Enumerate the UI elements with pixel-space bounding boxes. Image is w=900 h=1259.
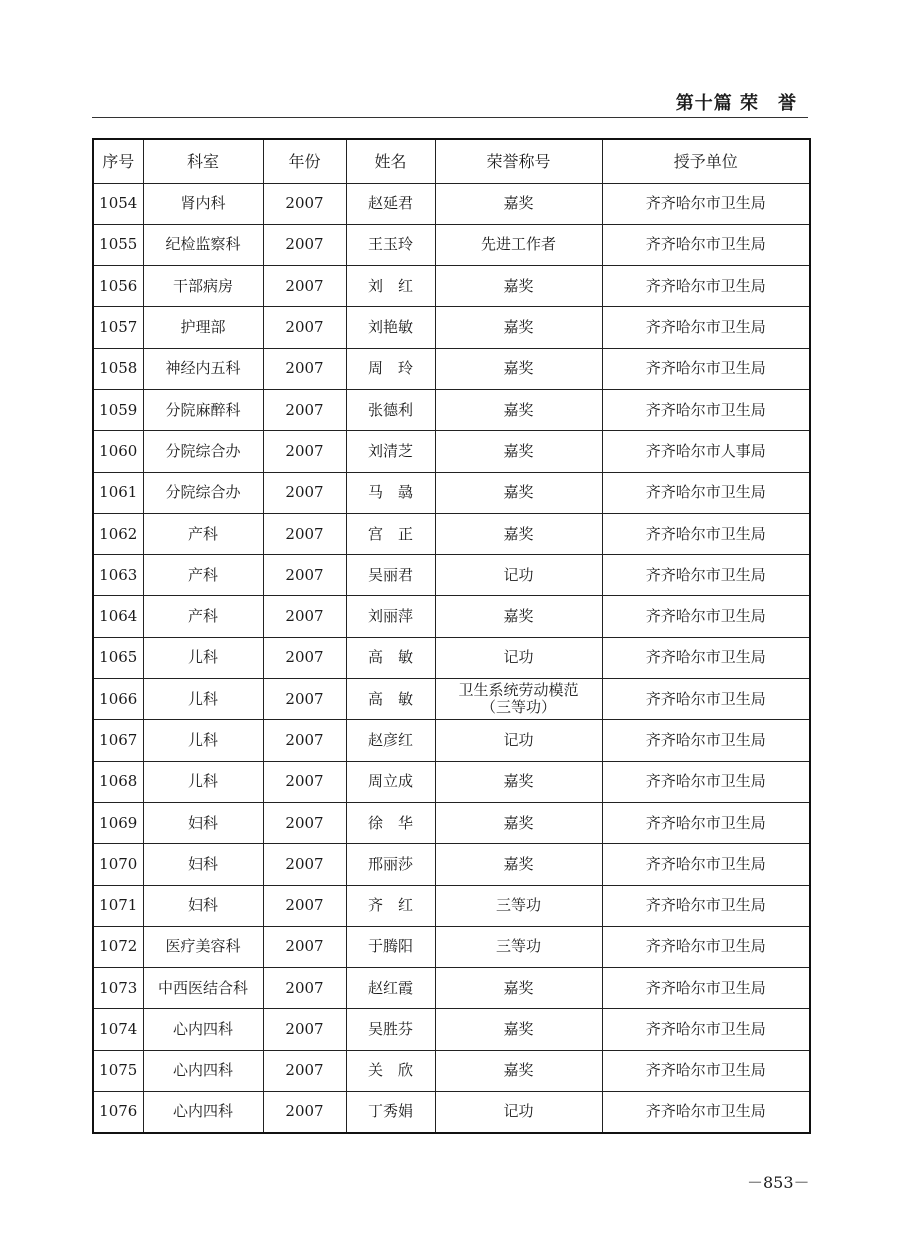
cell-year: 2007 — [263, 844, 346, 885]
page-number: －853－ — [747, 1173, 810, 1192]
cell-honor — [435, 637, 602, 678]
cell-no: 1062 — [93, 513, 143, 554]
table-row — [93, 1092, 810, 1133]
table-row — [93, 348, 810, 389]
cell-no: 1064 — [93, 596, 143, 637]
honor-line: 嘉奖 — [503, 194, 534, 213]
honors-table — [92, 138, 811, 1134]
cell-dept: 肾内科 — [143, 183, 263, 224]
honor-line: 嘉奖 — [503, 400, 534, 419]
cell-honor — [435, 1092, 602, 1133]
cell-year: 2007 — [263, 431, 346, 472]
table-row — [93, 968, 810, 1009]
column-header-year: 年份 — [263, 139, 346, 183]
cell-year: 2007 — [263, 720, 346, 761]
cell-honor — [435, 761, 602, 802]
cell-dept: 儿科 — [143, 679, 263, 720]
cell-honor — [435, 885, 602, 926]
cell-dept: 分院综合办 — [143, 431, 263, 472]
cell-unit: 齐齐哈尔市卫生局 — [602, 307, 810, 348]
cell-unit: 齐齐哈尔市卫生局 — [602, 1092, 810, 1133]
table-row — [93, 885, 810, 926]
cell-unit: 齐齐哈尔市人事局 — [602, 431, 810, 472]
cell-no: 1056 — [93, 266, 143, 307]
cell-dept: 中西医结合科 — [143, 968, 263, 1009]
cell-honor — [435, 266, 602, 307]
cell-dept: 医疗美容科 — [143, 926, 263, 967]
table-row — [93, 472, 810, 513]
honor-line: 嘉奖 — [503, 441, 534, 460]
cell-unit: 齐齐哈尔市卫生局 — [602, 885, 810, 926]
cell-name: 赵红霞 — [346, 968, 435, 1009]
honor-line: 先进工作者 — [480, 235, 556, 254]
cell-no: 1055 — [93, 224, 143, 265]
table-row — [93, 513, 810, 554]
honor-line: 嘉奖 — [503, 1020, 534, 1039]
honor-line: 记功 — [503, 648, 534, 667]
cell-name: 周立成 — [346, 761, 435, 802]
cell-dept: 妇科 — [143, 844, 263, 885]
cell-honor — [435, 307, 602, 348]
cell-year: 2007 — [263, 266, 346, 307]
table-row — [93, 596, 810, 637]
cell-name: 赵彦红 — [346, 720, 435, 761]
cell-unit: 齐齐哈尔市卫生局 — [602, 472, 810, 513]
cell-year: 2007 — [263, 1050, 346, 1091]
cell-unit: 齐齐哈尔市卫生局 — [602, 679, 810, 720]
honor-line: 嘉奖 — [503, 607, 534, 626]
cell-name: 宫 正 — [346, 513, 435, 554]
table-row — [93, 555, 810, 596]
cell-name: 高 敏 — [346, 637, 435, 678]
cell-no: 1073 — [93, 968, 143, 1009]
table-row — [93, 1050, 810, 1091]
table-header — [93, 139, 810, 183]
honor-line: 嘉奖 — [503, 854, 534, 873]
column-header-name: 姓名 — [346, 139, 435, 183]
running-header: 第十篇 荣 誉 — [675, 93, 797, 114]
cell-name: 刘 红 — [346, 266, 435, 307]
cell-unit: 齐齐哈尔市卫生局 — [602, 596, 810, 637]
honor-line: 嘉奖 — [503, 1061, 534, 1080]
cell-honor — [435, 555, 602, 596]
cell-honor — [435, 720, 602, 761]
table-row — [93, 679, 810, 720]
cell-honor — [435, 1050, 602, 1091]
cell-honor — [435, 431, 602, 472]
cell-dept: 分院综合办 — [143, 472, 263, 513]
cell-year: 2007 — [263, 183, 346, 224]
cell-no: 1070 — [93, 844, 143, 885]
cell-unit: 齐齐哈尔市卫生局 — [602, 720, 810, 761]
cell-no: 1074 — [93, 1009, 143, 1050]
cell-honor — [435, 968, 602, 1009]
header-row — [93, 139, 810, 183]
cell-name: 张德利 — [346, 389, 435, 430]
cell-year: 2007 — [263, 307, 346, 348]
cell-unit: 齐齐哈尔市卫生局 — [602, 513, 810, 554]
cell-honor — [435, 348, 602, 389]
table-row — [93, 183, 810, 224]
cell-unit: 齐齐哈尔市卫生局 — [602, 926, 810, 967]
cell-year: 2007 — [263, 596, 346, 637]
cell-honor — [435, 596, 602, 637]
cell-no: 1057 — [93, 307, 143, 348]
table-row — [93, 802, 810, 843]
table-row — [93, 307, 810, 348]
cell-year: 2007 — [263, 637, 346, 678]
cell-no: 1059 — [93, 389, 143, 430]
cell-dept: 儿科 — [143, 761, 263, 802]
header-rule — [92, 117, 808, 118]
table-row — [93, 431, 810, 472]
cell-no: 1061 — [93, 472, 143, 513]
honor-line: （三等功） — [480, 698, 556, 717]
cell-year: 2007 — [263, 679, 346, 720]
cell-no: 1076 — [93, 1092, 143, 1133]
cell-unit: 齐齐哈尔市卫生局 — [602, 968, 810, 1009]
cell-name: 吴胜芬 — [346, 1009, 435, 1050]
cell-no: 1072 — [93, 926, 143, 967]
cell-name: 高 敏 — [346, 679, 435, 720]
cell-year: 2007 — [263, 224, 346, 265]
cell-dept: 心内四科 — [143, 1009, 263, 1050]
cell-unit: 齐齐哈尔市卫生局 — [602, 1050, 810, 1091]
cell-dept: 心内四科 — [143, 1050, 263, 1091]
cell-dept: 干部病房 — [143, 266, 263, 307]
column-header-dept: 科室 — [143, 139, 263, 183]
table-row — [93, 844, 810, 885]
cell-dept: 妇科 — [143, 885, 263, 926]
cell-dept: 分院麻醉科 — [143, 389, 263, 430]
cell-no: 1075 — [93, 1050, 143, 1091]
cell-name: 马 骉 — [346, 472, 435, 513]
cell-name: 刘丽萍 — [346, 596, 435, 637]
honor-line: 嘉奖 — [503, 483, 534, 502]
cell-honor — [435, 802, 602, 843]
cell-name: 王玉玲 — [346, 224, 435, 265]
cell-no: 1066 — [93, 679, 143, 720]
cell-no: 1069 — [93, 802, 143, 843]
table-body — [93, 183, 810, 1133]
cell-unit: 齐齐哈尔市卫生局 — [602, 555, 810, 596]
honor-line: 记功 — [503, 1102, 534, 1121]
cell-unit: 齐齐哈尔市卫生局 — [602, 844, 810, 885]
cell-year: 2007 — [263, 802, 346, 843]
honor-line: 三等功 — [495, 937, 541, 956]
cell-name: 徐 华 — [346, 802, 435, 843]
cell-dept: 妇科 — [143, 802, 263, 843]
cell-year: 2007 — [263, 761, 346, 802]
cell-name: 赵延君 — [346, 183, 435, 224]
cell-name: 吴丽君 — [346, 555, 435, 596]
cell-dept: 护理部 — [143, 307, 263, 348]
cell-no: 1058 — [93, 348, 143, 389]
cell-name: 于腾阳 — [346, 926, 435, 967]
cell-year: 2007 — [263, 389, 346, 430]
cell-dept: 儿科 — [143, 637, 263, 678]
honor-line: 嘉奖 — [503, 276, 534, 295]
honor-line: 嘉奖 — [503, 772, 534, 791]
cell-no: 1060 — [93, 431, 143, 472]
cell-unit: 齐齐哈尔市卫生局 — [602, 224, 810, 265]
cell-year: 2007 — [263, 1009, 346, 1050]
cell-dept: 纪检监察科 — [143, 224, 263, 265]
cell-dept: 产科 — [143, 513, 263, 554]
table-row — [93, 1009, 810, 1050]
cell-honor — [435, 679, 602, 720]
cell-name: 邢丽莎 — [346, 844, 435, 885]
cell-honor — [435, 844, 602, 885]
cell-year: 2007 — [263, 885, 346, 926]
cell-unit: 齐齐哈尔市卫生局 — [602, 183, 810, 224]
honor-line: 卫生系统劳动模范 — [458, 681, 579, 700]
cell-year: 2007 — [263, 472, 346, 513]
cell-honor — [435, 513, 602, 554]
table-row — [93, 761, 810, 802]
table-row — [93, 266, 810, 307]
cell-no: 1065 — [93, 637, 143, 678]
table-row — [93, 224, 810, 265]
cell-unit: 齐齐哈尔市卫生局 — [602, 761, 810, 802]
cell-name: 丁秀娟 — [346, 1092, 435, 1133]
cell-unit: 齐齐哈尔市卫生局 — [602, 637, 810, 678]
cell-no: 1054 — [93, 183, 143, 224]
honor-line: 三等功 — [495, 896, 541, 915]
cell-dept: 神经内五科 — [143, 348, 263, 389]
cell-honor — [435, 926, 602, 967]
cell-unit: 齐齐哈尔市卫生局 — [602, 1009, 810, 1050]
honor-line: 记功 — [503, 565, 534, 584]
honor-line: 嘉奖 — [503, 978, 534, 997]
cell-name: 关 欣 — [346, 1050, 435, 1091]
cell-honor — [435, 224, 602, 265]
cell-year: 2007 — [263, 968, 346, 1009]
cell-no: 1063 — [93, 555, 143, 596]
cell-honor — [435, 472, 602, 513]
column-header-unit: 授予单位 — [602, 139, 810, 183]
cell-dept: 儿科 — [143, 720, 263, 761]
cell-honor — [435, 389, 602, 430]
cell-dept: 产科 — [143, 596, 263, 637]
column-header-honor: 荣誉称号 — [435, 139, 602, 183]
cell-honor — [435, 183, 602, 224]
cell-honor — [435, 1009, 602, 1050]
table-row — [93, 637, 810, 678]
honor-line: 记功 — [503, 731, 534, 749]
cell-unit: 齐齐哈尔市卫生局 — [602, 348, 810, 389]
honor-line: 嘉奖 — [503, 318, 534, 337]
cell-year: 2007 — [263, 513, 346, 554]
cell-unit: 齐齐哈尔市卫生局 — [602, 802, 810, 843]
cell-no: 1068 — [93, 761, 143, 802]
honor-line: 嘉奖 — [503, 813, 534, 832]
cell-unit: 齐齐哈尔市卫生局 — [602, 266, 810, 307]
cell-name: 齐 红 — [346, 885, 435, 926]
cell-no: 1067 — [93, 720, 143, 761]
cell-name: 刘清芝 — [346, 431, 435, 472]
table-row — [93, 926, 810, 967]
cell-name: 周 玲 — [346, 348, 435, 389]
cell-year: 2007 — [263, 1092, 346, 1133]
honor-line: 嘉奖 — [503, 524, 534, 543]
cell-dept: 心内四科 — [143, 1092, 263, 1133]
cell-dept: 产科 — [143, 555, 263, 596]
honor-line: 嘉奖 — [503, 359, 534, 378]
table-row — [93, 720, 810, 761]
cell-unit: 齐齐哈尔市卫生局 — [602, 389, 810, 430]
table-row — [93, 389, 810, 430]
cell-no: 1071 — [93, 885, 143, 926]
cell-name: 刘艳敏 — [346, 307, 435, 348]
cell-year: 2007 — [263, 555, 346, 596]
cell-year: 2007 — [263, 348, 346, 389]
cell-year: 2007 — [263, 926, 346, 967]
column-header-no: 序号 — [93, 139, 143, 183]
